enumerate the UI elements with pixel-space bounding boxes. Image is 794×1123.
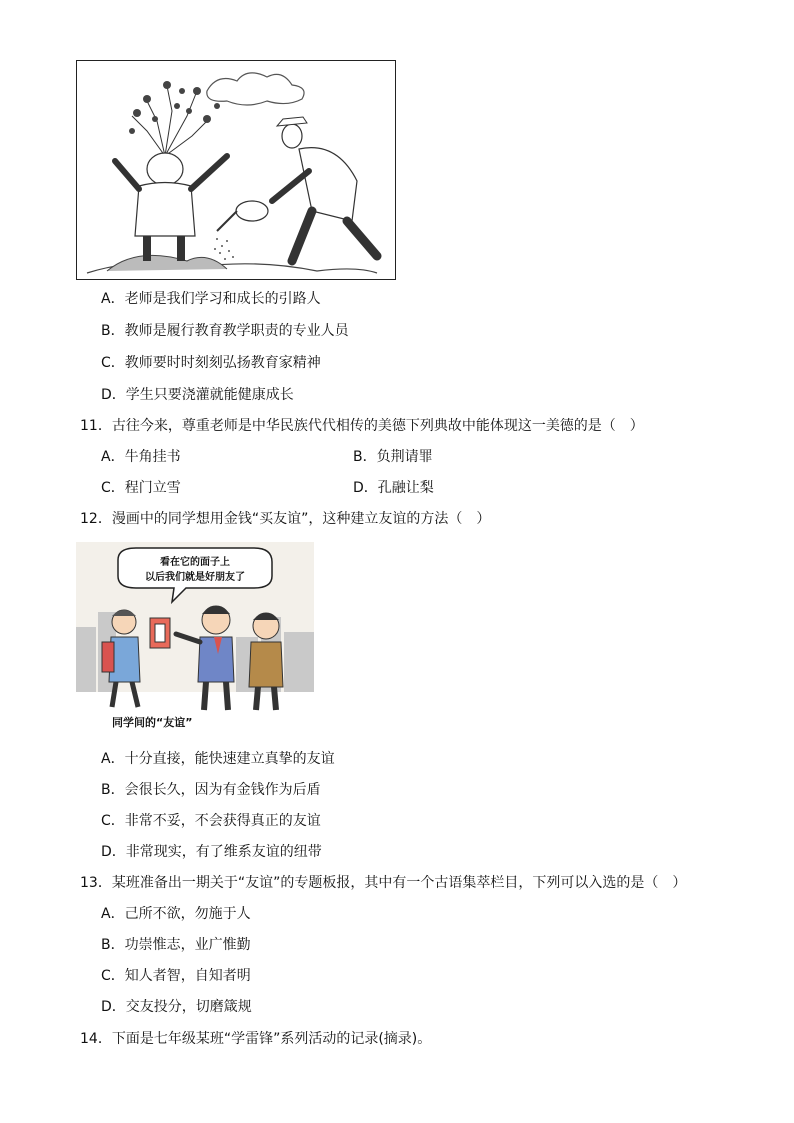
q10-option-b: B．教师是履行教育教学职责的专业人员 [101, 323, 349, 339]
cartoon-buy-friendship-drawing [76, 542, 314, 732]
speech-line-1: 看在它的面子上 [160, 557, 230, 568]
cartoon-teacher-watering-drawing [77, 61, 396, 280]
q11-option-b: B．负荆请罪 [353, 449, 433, 465]
q11-option-d: D．孔融让梨 [353, 480, 434, 496]
q13-option-c: C．知人者智，自知者明 [101, 968, 251, 984]
q10-option-c: C．教师要时时刻刻弘扬教育家精神 [101, 355, 321, 371]
q12-option-c: C．非常不妥，不会获得真正的友谊 [101, 813, 321, 829]
q11-option-c: C．程门立雪 [101, 480, 181, 496]
q12-option-b: B．会很长久，因为有金钱作为后盾 [101, 782, 321, 798]
q13-option-b: B．功崇惟志，业广惟勤 [101, 937, 251, 953]
q11-stem: 11．古往今来，尊重老师是中华民族代代相传的美德下列典故中能体现这一美德的是（ ） [80, 418, 644, 434]
q13-option-a: A．己所不欲，勿施于人 [101, 906, 251, 922]
q11-option-a: A．牛角挂书 [101, 449, 181, 465]
q13-option-d: D．交友投分，切磨箴规 [101, 999, 252, 1015]
q12-stem: 12．漫画中的同学想用金钱“买友谊”，这种建立友谊的方法（ ） [80, 511, 491, 527]
q13-stem: 13．某班准备出一期关于“友谊”的专题板报，其中有一个古语集萃栏目，下列可以入选的是（ ） [80, 875, 687, 891]
speech-line-2: 以后我们就是好朋友了 [145, 572, 245, 583]
cartoon-caption: 同学间的“友谊” [112, 716, 193, 729]
cartoon-teacher-watering [76, 60, 396, 280]
q14-stem: 14．下面是七年级某班“学雷锋”系列活动的记录(摘录)。 [80, 1031, 432, 1047]
q10-option-a: A．老师是我们学习和成长的引路人 [101, 291, 321, 307]
q12-option-a: A．十分直接，能快速建立真挚的友谊 [101, 751, 335, 767]
cartoon-buy-friendship [76, 542, 314, 732]
q10-option-d: D．学生只要浇灌就能健康成长 [101, 387, 294, 403]
q12-option-d: D．非常现实，有了维系友谊的纽带 [101, 844, 322, 860]
